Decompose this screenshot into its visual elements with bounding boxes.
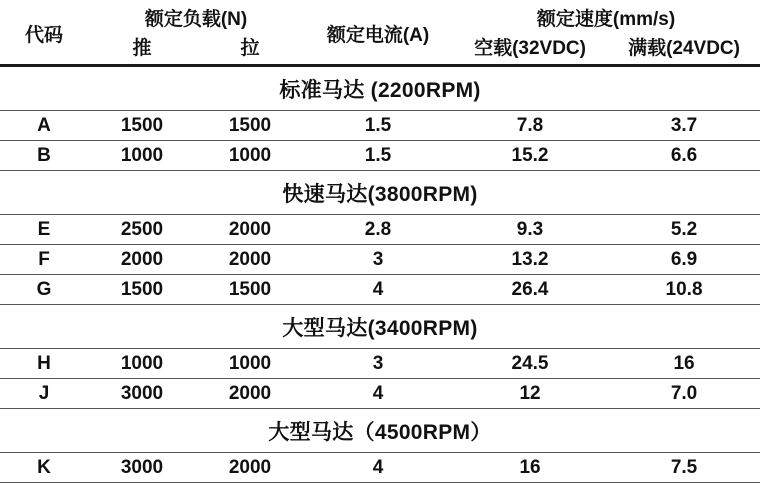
cell-noload: 26.4 (511, 278, 549, 300)
table-row (0, 215, 760, 245)
cell-current: 2.8 (364, 218, 392, 240)
header-rated-load: 额定负载(N) (144, 9, 248, 30)
cell-noload: 24.5 (511, 352, 549, 374)
cell-fullload: 6.9 (670, 248, 698, 270)
cell-noload: 13.2 (511, 248, 549, 270)
section-title-1: 快速马达(3800RPM) (282, 183, 478, 206)
section-header-row (0, 409, 760, 453)
cell-push: 2500 (120, 218, 164, 240)
cell-pull: 2000 (228, 218, 272, 240)
header-rated-speed: 额定速度(mm/s) (536, 9, 676, 30)
section-header-row (0, 66, 760, 111)
cell-code: A (37, 114, 51, 136)
table-row (0, 379, 760, 409)
cell-pull: 1500 (228, 114, 272, 136)
cell-fullload: 3.7 (670, 114, 698, 136)
cell-noload: 15.2 (511, 144, 549, 166)
cell-fullload: 10.8 (665, 278, 703, 300)
cell-pull: 2000 (228, 382, 272, 404)
header-load-push: 推 (132, 38, 152, 59)
cell-noload: 7.8 (516, 114, 544, 136)
header-code: 代码 (24, 24, 63, 46)
cell-code: H (37, 352, 51, 374)
cell-push: 1000 (120, 144, 164, 166)
cell-push: 3000 (120, 456, 164, 478)
section-title-2: 大型马达(3400RPM) (282, 317, 478, 340)
cell-push: 2000 (120, 248, 164, 270)
cell-fullload: 7.5 (670, 456, 698, 478)
cell-code: E (37, 218, 51, 240)
section-header-row (0, 171, 760, 215)
cell-fullload: 5.2 (670, 218, 698, 240)
header-speed-noload: 空载(32VDC) (474, 38, 586, 59)
cell-noload: 9.3 (516, 218, 544, 240)
cell-push: 3000 (120, 382, 164, 404)
cell-current: 4 (372, 382, 384, 404)
cell-fullload: 16 (673, 352, 695, 374)
table-header-top (0, 0, 760, 33)
header-load-pull: 拉 (240, 38, 260, 59)
cell-current: 1.5 (364, 114, 392, 136)
header-rated-current: 额定电流(A) (326, 24, 430, 46)
cell-pull: 1000 (228, 144, 272, 166)
cell-push: 1500 (120, 114, 164, 136)
table-row (0, 141, 760, 171)
cell-push: 1500 (120, 278, 164, 300)
cell-pull: 2000 (228, 248, 272, 270)
cell-code: K (37, 456, 51, 478)
cell-current: 4 (372, 278, 384, 300)
table-row (0, 453, 760, 483)
cell-code: B (37, 144, 51, 166)
table-row (0, 349, 760, 379)
cell-pull: 1000 (228, 352, 272, 374)
section-title-3: 大型马达（4500RPM） (268, 421, 492, 444)
header-speed-fullload: 满载(24VDC) (628, 38, 740, 59)
table-row (0, 275, 760, 305)
cell-current: 4 (372, 456, 384, 478)
cell-pull: 2000 (228, 456, 272, 478)
section-header-row (0, 305, 760, 349)
table-row (0, 111, 760, 141)
section-title-0: 标准马达 (2200RPM) (279, 79, 481, 102)
cell-fullload: 7.0 (670, 382, 698, 404)
cell-noload: 16 (519, 456, 541, 478)
table-bottom-divider (0, 482, 760, 483)
cell-code: J (38, 382, 50, 404)
cell-pull: 1500 (228, 278, 272, 300)
cell-code: F (38, 248, 50, 270)
cell-noload: 12 (519, 382, 541, 404)
table-row (0, 245, 760, 275)
cell-current: 1.5 (364, 144, 392, 166)
cell-code: G (36, 278, 52, 300)
cell-push: 1000 (120, 352, 164, 374)
cell-current: 3 (372, 352, 384, 374)
cell-current: 3 (372, 248, 384, 270)
cell-fullload: 6.6 (670, 144, 698, 166)
